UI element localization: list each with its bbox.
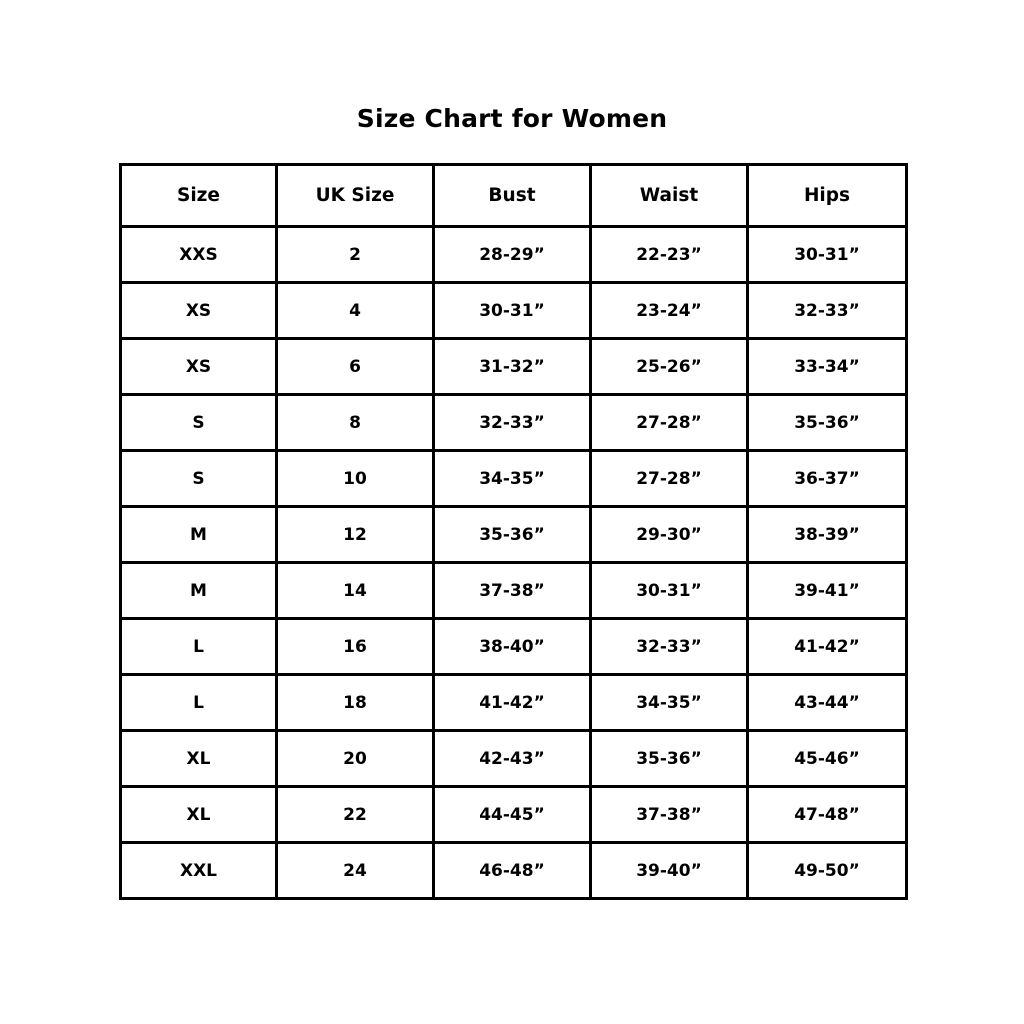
cell-size: XL (121, 731, 277, 787)
column-header-size: Size (121, 165, 277, 227)
cell-uk-size: 20 (277, 731, 434, 787)
cell-uk-size: 18 (277, 675, 434, 731)
cell-hips: 45-46” (748, 731, 907, 787)
cell-uk-size: 2 (277, 227, 434, 283)
cell-bust: 44-45” (434, 787, 591, 843)
cell-hips: 33-34” (748, 339, 907, 395)
table-row (121, 675, 907, 731)
cell-bust: 32-33” (434, 395, 591, 451)
cell-hips: 39-41” (748, 563, 907, 619)
table-body (121, 227, 907, 899)
cell-size: XL (121, 787, 277, 843)
cell-size: M (121, 563, 277, 619)
cell-size: XXL (121, 843, 277, 899)
cell-hips: 43-44” (748, 675, 907, 731)
cell-waist: 32-33” (591, 619, 748, 675)
cell-bust: 46-48” (434, 843, 591, 899)
cell-uk-size: 8 (277, 395, 434, 451)
cell-uk-size: 12 (277, 507, 434, 563)
cell-hips: 30-31” (748, 227, 907, 283)
cell-hips: 35-36” (748, 395, 907, 451)
cell-bust: 38-40” (434, 619, 591, 675)
cell-uk-size: 6 (277, 339, 434, 395)
cell-waist: 27-28” (591, 451, 748, 507)
cell-waist: 37-38” (591, 787, 748, 843)
table-row (121, 395, 907, 451)
cell-bust: 35-36” (434, 507, 591, 563)
cell-waist: 22-23” (591, 227, 748, 283)
table-header-row (121, 165, 907, 227)
cell-uk-size: 14 (277, 563, 434, 619)
cell-uk-size: 16 (277, 619, 434, 675)
cell-uk-size: 22 (277, 787, 434, 843)
cell-hips: 38-39” (748, 507, 907, 563)
size-chart-table (119, 163, 908, 900)
table-row (121, 451, 907, 507)
cell-uk-size: 10 (277, 451, 434, 507)
cell-bust: 34-35” (434, 451, 591, 507)
page-title: Size Chart for Women (356, 104, 668, 133)
cell-hips: 36-37” (748, 451, 907, 507)
cell-size: XS (121, 339, 277, 395)
cell-waist: 34-35” (591, 675, 748, 731)
table-row (121, 787, 907, 843)
cell-size: XXS (121, 227, 277, 283)
table-row (121, 283, 907, 339)
table-row (121, 339, 907, 395)
table-header (121, 165, 907, 227)
table-row (121, 563, 907, 619)
cell-size: L (121, 675, 277, 731)
cell-uk-size: 24 (277, 843, 434, 899)
cell-bust: 41-42” (434, 675, 591, 731)
cell-waist: 23-24” (591, 283, 748, 339)
cell-size: XS (121, 283, 277, 339)
cell-bust: 37-38” (434, 563, 591, 619)
cell-bust: 31-32” (434, 339, 591, 395)
table-row (121, 619, 907, 675)
size-chart-table-container (119, 163, 905, 900)
cell-hips: 47-48” (748, 787, 907, 843)
table-row (121, 843, 907, 899)
cell-size: S (121, 395, 277, 451)
cell-waist: 35-36” (591, 731, 748, 787)
cell-bust: 30-31” (434, 283, 591, 339)
cell-waist: 30-31” (591, 563, 748, 619)
column-header-hips: Hips (748, 165, 907, 227)
cell-hips: 49-50” (748, 843, 907, 899)
cell-bust: 42-43” (434, 731, 591, 787)
cell-waist: 27-28” (591, 395, 748, 451)
cell-size: M (121, 507, 277, 563)
cell-size: L (121, 619, 277, 675)
cell-hips: 41-42” (748, 619, 907, 675)
cell-uk-size: 4 (277, 283, 434, 339)
table-row (121, 227, 907, 283)
cell-waist: 29-30” (591, 507, 748, 563)
column-header-bust: Bust (434, 165, 591, 227)
cell-bust: 28-29” (434, 227, 591, 283)
cell-size: S (121, 451, 277, 507)
cell-hips: 32-33” (748, 283, 907, 339)
table-row (121, 507, 907, 563)
column-header-uk-size: UK Size (277, 165, 434, 227)
cell-waist: 25-26” (591, 339, 748, 395)
column-header-waist: Waist (591, 165, 748, 227)
table-row (121, 731, 907, 787)
cell-waist: 39-40” (591, 843, 748, 899)
